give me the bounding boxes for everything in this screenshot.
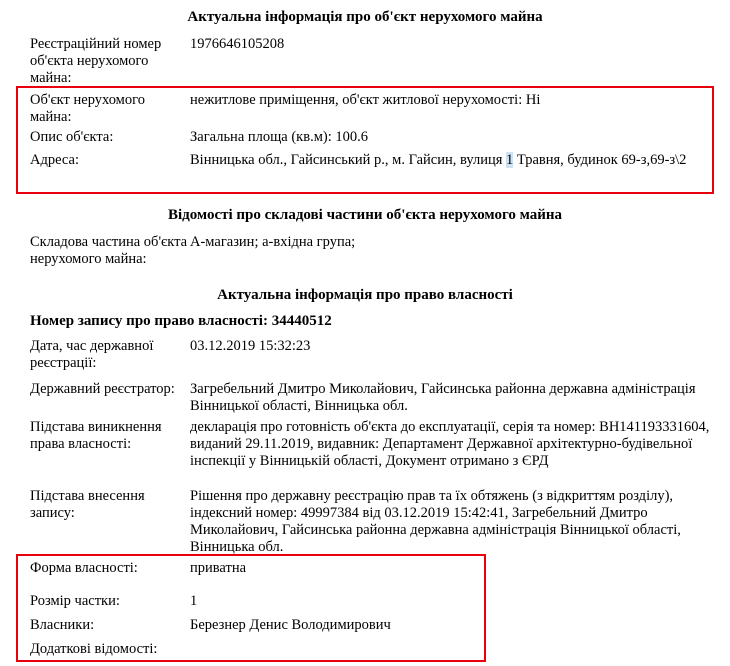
field-label: Об'єкт нерухомого майна:: [30, 92, 145, 125]
field-value: 1976646105208: [190, 36, 285, 52]
text-selection-highlight: 1: [506, 152, 514, 168]
field-component-part: [0, 234, 730, 268]
field-record-basis: [0, 488, 730, 556]
field-object-type: [0, 92, 730, 126]
field-label: Підстава внесення запису:: [30, 488, 145, 521]
field-address: [0, 152, 730, 169]
field-registration-number: [0, 36, 730, 87]
section-components-info: [0, 206, 730, 224]
field-value: Загальна площа (кв.м): 100.6: [190, 129, 368, 145]
field-label: Розмір частки:: [30, 593, 120, 609]
section-ownership-info: [0, 286, 730, 304]
section-title-object-info: Актуальна інформація про об'єкт нерухомого майна: [187, 9, 543, 25]
field-value: 1: [190, 593, 198, 609]
field-value: приватна: [190, 560, 247, 576]
section-title-components-info: Відомості про складові частини об'єкта нерухомого майна: [167, 207, 563, 223]
field-label: Адреса:: [30, 152, 79, 168]
field-owners: [0, 617, 730, 634]
field-value: 03.12.2019 15:32:23: [190, 338, 311, 354]
field-ownership-form: [0, 560, 730, 577]
field-object-description: [0, 129, 730, 146]
section-object-info: [0, 8, 730, 26]
field-ownership-basis: [0, 419, 730, 470]
field-value: Загребельний Дмитро Миколайович, Гайсинська районна державна адміністрація Вінницької області, Вінницька обл.: [190, 381, 696, 414]
field-label: Реєстраційний номер об'єкта нерухомого майна:: [30, 36, 162, 86]
field-value: Рішення про державну реєстрацію прав та їх обтяжень (з відкриттям розділу), індексний номер: 49997384 від 03.12.2019 15:42:41, Загребельний Дмитро Миколайович, Гайсинська районна державна адміністрація Вінницької області, Вінницька обл.: [190, 488, 681, 555]
field-value: декларація про готовність об'єкта до експлуатації, серія та номер: ВН141193331604, виданий 29.11.2019, видавник: Департамент Державної архітектурно-будівельної інспекції у Вінницькій області, Документ отримано з ЄРД: [190, 419, 710, 469]
field-value: Березнер Денис Володимирович: [190, 617, 391, 633]
field-label: Опис об'єкта:: [30, 129, 114, 145]
field-label: Форма власності:: [30, 560, 138, 576]
field-label: Державний реєстратор:: [30, 381, 175, 397]
section-title-ownership-info: Актуальна інформація про право власності: [217, 287, 513, 303]
field-label: Дата, час державної реєстрації:: [30, 338, 154, 371]
field-label: Підстава виникнення права власності:: [30, 419, 162, 452]
field-registration-datetime: [0, 338, 730, 372]
ownership-record-number: Номер запису про право власності: 34440512: [30, 313, 332, 329]
field-value: Вінницька обл., Гайсинський р., м. Гайсин, вулиця 1 Травня, будинок 69-з,69-з\2: [190, 152, 687, 168]
field-value: нежитлове приміщення, об'єкт житлової нерухомості: Ні: [190, 92, 541, 108]
field-additional-info: [0, 641, 730, 658]
field-label: Складова частина об'єкта нерухомого майна:: [30, 234, 188, 267]
field-share-size: [0, 593, 730, 610]
field-label: Власники:: [30, 617, 95, 633]
field-value: А-магазин; а-вхідна група;: [190, 234, 356, 250]
field-label: Додаткові відомості:: [30, 641, 158, 657]
field-state-registrar: [0, 381, 730, 415]
